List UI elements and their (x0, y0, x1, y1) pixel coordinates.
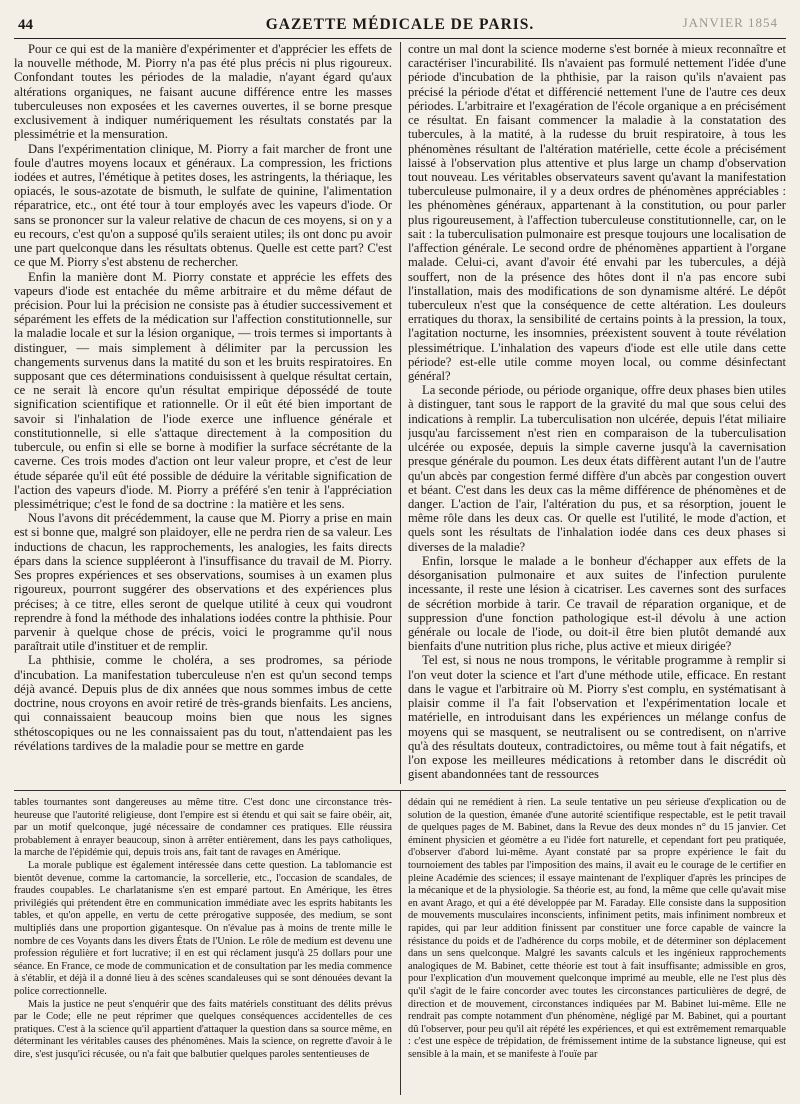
library-stamp: JANVIER 1854 (682, 15, 778, 30)
column-divider (400, 791, 401, 1095)
paragraph: Enfin, lorsque le malade a le bonheur d'échapper aux effets de la désorganisation pulmonaire et aux suites de l'infection purulente incessante, il reste une lésion à cicatriser. Les cavernes sont des surfaces de sécrétion morbide à tarir. Ce travail de réparation organique, et de suppression d'une fonction pathologique est-il dévolu à une action générale ou locale de l'iode, ou doit-il être bien plutôt demandé aux bienfaits d'une nutrition plus riche, plus active et mieux dirigée? (408, 553, 786, 654)
paragraph: Pour ce qui est de la manière d'expérimenter et d'apprécier les effets de la nouvelle méthode, M. Piorry n'a pas été plus précis ni plus rigoureux. Confondant toutes les périodes de la maladie, n'ayant égard qu'aux altérations organiques, ne faisant aucune différence entre les masses tuberculeuses non exposées et les cavernes ouvertes, il se borne presque exclusivement à indiquer numériquement les résultats constatés par la plessimétrie et la mensuration. (14, 42, 392, 142)
paragraph: La morale publique est également intéressée dans cette question. La tablomancie est bientôt devenue, comme la cartomancie, la sorcellerie, etc., l'occasion de scandales, de fraudes coupables. Le charlatanisme s'en est emparé partout. En Amérique, les êtres privilégiés qui prétendent être en communication immédiate avec les esprits habitants les tables, et qu'on appelle, en vertu de cette prérogative supposée, des medium, se sont multipliés dans une proportion gigantesque. On n'évalue pas à moins de trente mille le nombre de ces Voyants dans les divers États de l'Union. Le rôle de medium est devenu une profession régulière et fort lucrative; il en est qui réclament jusqu'à 25 dollars pour une séance. En France, ce mode de communication et de consultation par les media commence à s'établir, et déjà il a donné lieu à des scènes scandaleuses qui se sont dénouées devant la police correctionnelle. (14, 859, 392, 997)
feuilleton-section (14, 790, 786, 1095)
main-article-right-column (408, 42, 786, 784)
paragraph: dédain qui ne remédient à rien. La seule tentative un peu sérieuse d'explication ou de solution de la question, émanée d'une autorité scientifique respectable, est le petit travail de quelques pages de M. Babinet, dans la Revue des deux mondes n° du 15 janvier. Cet éminent physicien et géomètre a eu l'idée fort naturelle, et cependant fort peu pratiquée, d'observer d'abord lui-même. Ayant constaté par sa propre expérience le fait du tournoiement des tables par l'imposition des mains, il avait eu le courage de le certifier en pleine Académie des sciences; il essaye maintenant de l'expliquer d'après les principes de la mécanique et de la physiologie. Sa théorie est, au fond, la même que celle qu'avait mise en avant Arago, et qui a été développée par M. Faraday. Elle consiste dans la supposition de mouvements musculaires inconscients, infiniment petits, mais infiniment nombreux et rapides, qui par leur addition finissent par constituer une force capable de vaincre la résistance du poids et de l'adhérence du corps mobile, et de déterminer son déplacement dans un sens quelconque. Malgré les savants calculs et les ingénieux rapprochements analogiques de M. Babinet, cette théorie est tout à fait insuffisante; admissible en gros, pour l'explication d'un mouvement quelconque imprimé au meuble, elle ne l'est plus dès qu'il s'agit de le faire concorder avec toutes les circonstances particulières de degré, de direction et de mouvement, circonstances indiquées par M. Babinet lui-même. Elle ne rendrait pas compte notamment d'un phénomène, négligé par M. Babinet, qui a pourtant dû l'observer, pour peu qu'il ait répété les expériences, et qui est extrêmement remarquable : c'est une espèce de trépidation, de frémissement intime de la substance ligneuse, qui est sensible à la main, et se manifeste à l'ouïe par (408, 797, 786, 1060)
feuilleton-left-column (14, 797, 392, 1095)
column-divider (400, 42, 401, 784)
main-article (14, 42, 786, 784)
page-number: 44 (18, 17, 33, 33)
paragraph: contre un mal dont la science moderne s'est bornée à mieux reconnaître et caractériser l'incurabilité. Ils n'avaient pas formulé nettement l'idée d'une période d'incubation de la phthisie, par la raison qu'ils n'avaient pas précisé la période d'état et différencié nettement l'une de l'autre ces deux périodes. L'arbitraire et l'exagération de l'école organique a en précisément ce résultat. En faisant commencer la maladie à la constatation des tubercules, à la matité, à la rudesse du bruit respiratoire, à tous les phénomènes résultant de l'altération matérielle, cette école a précisément laissé à l'observation plus attentive et plus large un champ d'observation tout nouveau. Les véritables observateurs savent qu'avant la manifestation tuberculeuse pulmonaire, il y a deux ordres de phénomènes appréciables : les phénomènes généraux, appartenant à la constitution, ou pour parler plus rigoureusement, à l'affection tuberculeuse constitutionnelle, car, on le sait : la tuberculisation pulmonaire est presque toujours une localisation de l'affection générale. Le second ordre de phénomènes appartient à l'organe malade. Celui-ci, avant d'avoir été envahi par les tubercules, a déjà souffert, non de la présence des hôtes dont il n'a pas encore subi l'installation, mais des modifications de son dynamisme altéré. Le dépôt tuberculeux n'est que la conséquence de cette altération. Les douleurs erratiques du thorax, la sensibilité de certains points à la pression, la toux, l'agitation nocturne, les insomnies, préexistent souvent à toute révélation plessimétrique. L'inhalation des vapeurs d'iode est elle utile dans cette période? est-elle utile comme moyen local, ou comme désinfectant général? (408, 42, 786, 384)
feuilleton-right-column (408, 797, 786, 1095)
paragraph: Mais la justice ne peut s'enquérir que des faits matériels constituant des délits prévus par le Code; elle ne peut réprimer que quelques conséquences accidentelles de ces pratiques. C'est à la science qu'il appartient d'attaquer la question dans sa source même, en déterminant les véritables causes des phénomènes. Mais la science, on regrette d'avoir à le dire, s'est jusqu'ici récusée, ou n'a fait que balbutier quelques paroles sententieuses de (14, 998, 392, 1060)
page-header (14, 14, 786, 39)
paragraph: tables tournantes sont dangereuses au même titre. C'est donc une circonstance très-heureuse que l'autorité religieuse, dont l'empire est si étendu et qui sait se faire obéir, ait, par un motif quelconque, jugé nécessaire de condamner ces pratiques. Elle réussira probablement à enrayer beaucoup, sinon à arrêter entièrement, dans les pays catholiques, la marche de l'épidémie qui, depuis trois ans, fait tant de ravages en Amérique. (14, 797, 392, 859)
journal-title: GAZETTE MÉDICALE DE PARIS. (265, 16, 535, 33)
paragraph: Dans l'expérimentation clinique, M. Piorry a fait marcher de front une foule d'autres moyens locaux et généraux. La compression, les frictions iodées et autres, l'émétique à petites doses, les astringents, la thériaque, les opiacés, le sous-azotate de bismuth, le sulfate de quinine, l'alimentation réparatrice, etc., ont été tour à tour employés avec les vapeurs d'iode. Or sans se prononcer sur la valeur relative de chacun de ces moyens, si on y a eu recours, c'est qu'on a supposé qu'ils seraient utiles; ils ont donc pu avoir une part quelconque dans les résultats obtenus. Quelle est cette part? C'est ce que M. Piorry s'est abstenu de rechercher. (14, 141, 392, 270)
main-article-left-column (14, 42, 392, 784)
paragraph: Tel est, si nous ne nous trompons, le véritable programme à remplir si l'on veut doter la science et l'art d'une méthode utile, efficace. En restant dans le vague et l'arbitraire où M. Piorry s'est complu, en systématisant à plaisir comme il l'a fait l'observation et l'expérimentation locale et matérielle, en introduisant dans les expériences un mélange confus de moyens qui se masquent, se neutralisent ou se contredisent, on n'arrive qu'à des résultats douteux, contradictoires, ou même tout à fait négatifs, et l'on expose les meilleures médications à retomber dans le discrédit où gisent abandonnées tant de ressources (408, 653, 786, 782)
paragraph: Nous l'avons dit précédemment, la cause que M. Piorry a prise en main est si bonne que, malgré son plaidoyer, elle ne perdra rien de sa valeur. Les inductions de chacun, les rapprochements, les analogies, les faits directs épars dans la science suppléeront à l'insuffisance du travail de M. Piorry. Ses propres expériences et ses observations, soumises à un examen plus rigoureux, pourront suggérer des observations et des expériences plus précises; à ce titre, elles seront de quelque utilité à ceux qui voudront reprendre à fond la méthode des inhalations iodées contre la phthisie. Pour parvenir à quelque chose de précis, voici le programme qu'il nous paraîtrait utile d'instituer et de remplir. (14, 511, 392, 654)
paragraph: La phthisie, comme le choléra, a ses prodromes, sa période d'incubation. La manifestation tuberculeuse n'en est qu'un second temps déjà avancé. Depuis plus de dix années que nous sommes imbus de cette doctrine, nous croyons en avoir retiré de très-grands bienfaits. Les anciens, qui connaissaient beaucoup moins bien que nous les signes sthétoscopiques ou ne les connaissaient pas du tout, n'attendaient pas les révélations tardives de la maladie pour se mettre en garde (14, 653, 392, 753)
paragraph: La seconde période, ou période organique, offre deux phases bien utiles à distinguer, tant sous le rapport de la gravité du mal que sous celui des indications à remplir. La tuberculisation non ulcérée, depuis l'état miliaire jusqu'au farcissement n'est rien en comparaison de la tuberculisation ulcérée ou exposée, depuis la simple caverne jusqu'à la cavernisation presque générale du poumon. Les deux états diffèrent autant l'un de l'autre qu'un abcès par congestion fermé diffère d'un abcès par congestion ouvert et béant. C'est dans les deux cas la même différence de phénomènes et de danger. L'action de l'air, l'altération du pus, et sa résorption, jouent le même rôle dans les deux cas. Or quelle est l'utilité, le mode d'action, et quels sont les résultats de l'inhalation iodée dans ces deux phases si diverses de la maladie? (408, 383, 786, 554)
paragraph: Enfin la manière dont M. Piorry constate et apprécie les effets des vapeurs d'iode est entachée du même arbitraire et du même défaut de précision. Pour lui la précision ne consiste pas à étudier successivement et séparément les effets de la médication sur l'affection constitutionnelle, sur la maladie locale et sur la lésion organique, — trois termes si importants à distinguer, — mais simplement à délimiter par la percussion les changements survenus dans la matité du son et les bruits respiratoires. En supposant que ces déterminations conduisissent à quelque résultat certain, ce ne serait là encore qu'un résultat empirique dépossédé de toute signification scientifique et rationnelle. Or il eût été bien important de savoir si l'inhalation de l'iode exerce une influence générale et constitutionnelle, si elle s'attaque directement à la composition du tubercule, ou enfin si elle se borne à modifier la surface sécrétante de la caverne. Ces trois modes d'action ont leur valeur propre, et c'est de leur étude séparée qu'il eût été possible de déduire la véritable signification de l'action des vapeurs d'iode. M. Piorry a préféré s'en tenir à l'appréciation plessimétrique; c'est le fond de sa doctrine : la matière et les sens. (14, 269, 392, 511)
